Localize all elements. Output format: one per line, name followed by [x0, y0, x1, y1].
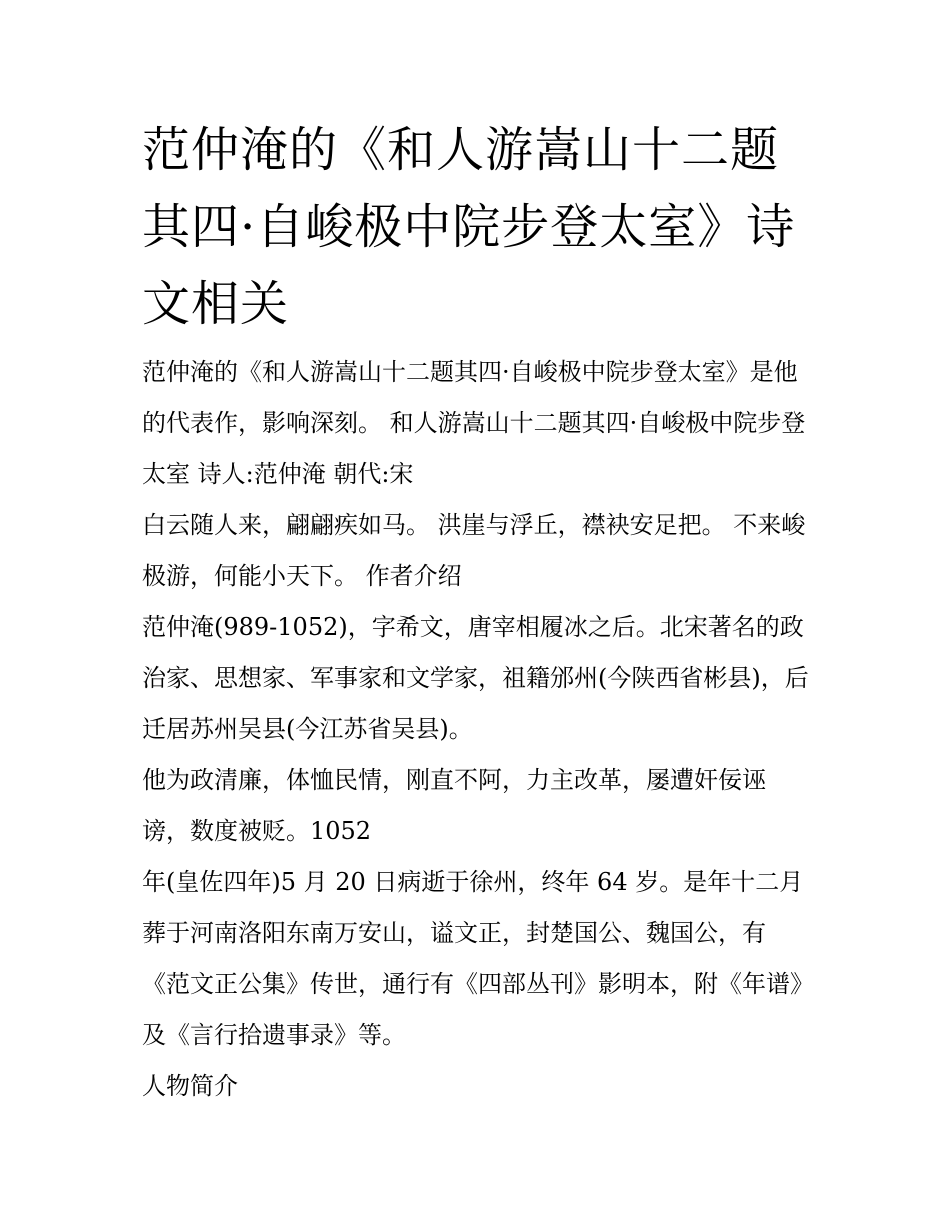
paragraph-author-death: 年(皇佐四年)5 月 20 日病逝于徐州，终年 64 岁。是年十二月葬于河南洛阳东南万安山，谥文正，封楚国公、魏国公，有《范文正公集》传世，通行有《四部丛刊》影明本，附《年谱》及《言行拾遗事录》等。 — [142, 868, 804, 1049]
paragraph-poem: 白云随人来，翩翩疾如马。 洪崖与浮丘，襟袂安足把。 不来峻极游，何能小天下。 作者介绍 — [142, 511, 806, 590]
document-page — [142, 112, 810, 1112]
document-title: 范仲淹的《和人游嵩山十二题其四·自峻极中院步登太室》诗文相关 — [142, 122, 796, 332]
paragraph-author-origin: 范仲淹(989-1052)，字希文，唐宰相履冰之后。北宋著名的政治家、思想家、军事家和文学家，祖籍邠州(今陕西省彬县)，后迁居苏州吴县(今江苏省吴县)。 — [142, 613, 809, 743]
paragraph-author-career: 他为政清廉，体恤民情，刚直不阿，力主改革，屡遭奸佞诬谤，数度被贬。1052 — [142, 766, 766, 845]
section-heading-biography: 人物简介 — [142, 1072, 238, 1100]
paragraph-intro: 范仲淹的《和人游嵩山十二题其四·自峻极中院步登太室》是他的代表作，影响深刻。 和人游嵩山十二题其四·自峻极中院步登太室 诗人:范仲淹 朝代:宋 — [142, 358, 806, 488]
